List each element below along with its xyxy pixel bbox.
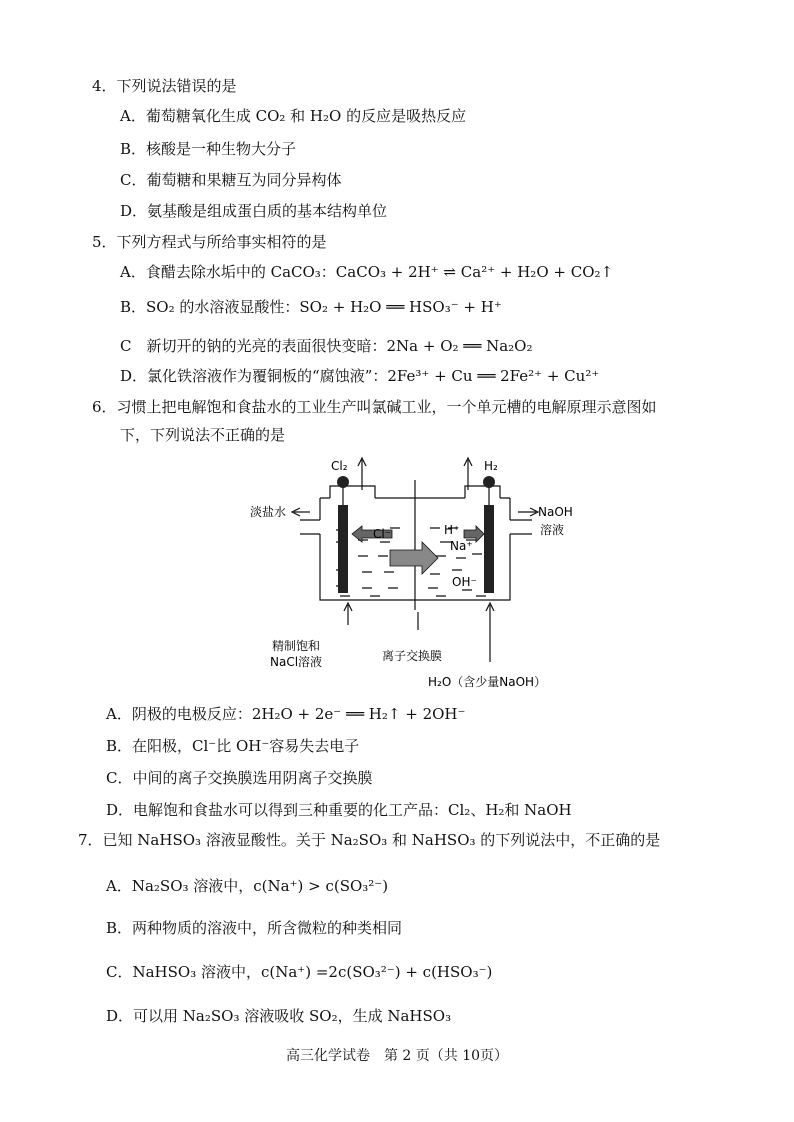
q6-option-c: C．中间的离子交换膜选用阴离子交换膜 (106, 769, 373, 787)
label-naoh-out-1: NaOH (538, 505, 573, 519)
q6-option-b: B．在阳极，Cl⁻比 OH⁻容易失去电子 (106, 737, 360, 755)
q4-option-b: B．核酸是一种生物大分子 (120, 140, 297, 158)
page-footer: 高三化学试卷 第 2 页（共 10页） (285, 1048, 509, 1064)
q7-option-d: D．可以用 Na₂SO₃ 溶液吸收 SO₂，生成 NaHSO₃ (106, 1007, 452, 1025)
label-na-ion: Na⁺ (450, 539, 473, 553)
q7-option-a: A．Na₂SO₃ 溶液中，c(Na⁺) > c(SO₃²⁻) (106, 877, 389, 895)
label-water-in: H₂O（含少量NaOH） (428, 675, 547, 689)
q4-option-a: A．葡萄糖氧化生成 CO₂ 和 H₂O 的反应是吸热反应 (120, 107, 467, 125)
q5-option-a: A．食醋去除水垢中的 CaCO₃：CaCO₃ + 2H⁺ ⇌ Ca²⁺ + H₂O + CO₂↑ (120, 263, 614, 281)
question-4-stem: 4．下列说法错误的是 (92, 77, 237, 95)
q7-option-c: C．NaHSO₃ 溶液中，c(Na⁺) =2c(SO₃²⁻) + c(HSO₃⁻) (106, 963, 493, 981)
question-5-stem: 5．下列方程式与所给事实相符的是 (92, 233, 327, 251)
label-brine-in-2: NaCl溶液 (270, 655, 323, 669)
electrolysis-cell-diagram (240, 450, 580, 695)
q5-option-d: D．氯化铁溶液作为覆铜板的“腐蚀液”：2Fe³⁺ + Cu ══ 2Fe²⁺ + Cu²⁺ (120, 367, 600, 385)
label-brine-in-1: 精制饱和 (272, 639, 321, 653)
label-cl-ion: Cl⁻ (373, 527, 392, 541)
question-6-stem-line1: 6．习惯上把电解饱和食盐水的工业生产叫氯碱工业，一个单元槽的电解原理示意图如 (92, 398, 657, 416)
q6-option-d: D．电解饱和食盐水可以得到三种重要的化工产品：Cl₂、H₂和 NaOH (106, 801, 572, 819)
label-dilute-brine: 淡盐水 (250, 505, 287, 519)
label-naoh-out-2: 溶液 (540, 523, 565, 537)
label-h-ion: H⁺ (444, 523, 460, 537)
question-7-stem: 7．已知 NaHSO₃ 溶液显酸性。关于 Na₂SO₃ 和 NaHSO₃ 的下列说法中，不正确的是 (78, 831, 661, 849)
q5-option-c: C 新切开的钠的光亮的表面很快变暗：2Na + O₂ ══ Na₂O₂ (120, 337, 533, 355)
label-cl2: Cl₂ (331, 459, 348, 473)
label-oh-ion: OH⁻ (452, 575, 477, 589)
q7-option-b: B．两种物质的溶液中，所含微粒的种类相同 (106, 919, 403, 937)
question-6-stem-line2: 下，下列说法不正确的是 (120, 426, 286, 444)
q5-option-b: B．SO₂ 的水溶液显酸性：SO₂ + H₂O ══ HSO₃⁻ + H⁺ (120, 298, 502, 316)
label-membrane: 离子交换膜 (382, 649, 443, 663)
label-h2: H₂ (484, 459, 498, 473)
q4-option-d: D．氨基酸是组成蛋白质的基本结构单位 (120, 202, 388, 220)
q6-option-a: A．阴极的电极反应：2H₂O + 2e⁻ ══ H₂↑ + 2OH⁻ (106, 705, 466, 723)
q4-option-c: C．葡萄糖和果糖互为同分异构体 (120, 171, 342, 189)
